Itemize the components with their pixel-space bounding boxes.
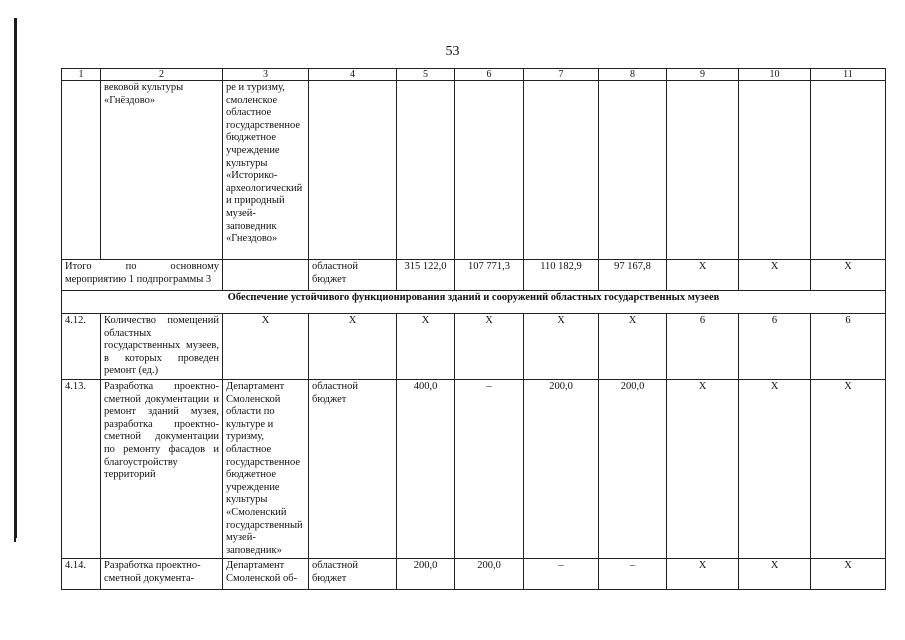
section-title: Обеспечение устойчивого функционирования зданий и сооружений областных государственных музеев [62,291,886,314]
funding-source-cell: областной бюджет [309,379,397,558]
value-cell: X [455,314,524,380]
empty-cell [599,81,667,260]
total-label: Итого по основному мероприятию 1 подпрограммы 3 [62,260,223,291]
empty-cell [309,81,397,260]
empty-cell [667,81,739,260]
executor-cell: ре и туризму, смоленское областное государственное бюджетное учреждение культуры «Историко-археологический и природный музей-заповедник «Гнездово» [223,81,309,260]
col-header: 6 [455,69,524,81]
col-header: 8 [599,69,667,81]
measure-name-cell: Количество помещений областных государственных музеев, в которых проведен ремонт (ед.) [101,314,223,380]
page-number: 53 [445,44,460,59]
funding-source-cell: областной бюджет [309,559,397,590]
col-header: 9 [667,69,739,81]
value-cell: – [599,559,667,590]
col-header: 1 [62,69,101,81]
value-cell: 200,0 [455,559,524,590]
value-cell: 6 [667,314,739,380]
value-cell: X [223,314,309,380]
scan-edge-bar [14,18,17,538]
table-row [62,314,886,380]
col-header: 10 [739,69,811,81]
empty-cell [455,81,524,260]
value-cell: X [811,559,886,590]
total-row [62,260,886,291]
value-cell: X [739,260,811,291]
empty-cell [397,81,455,260]
col-header: 11 [811,69,886,81]
col-header: 3 [223,69,309,81]
empty-cell [811,81,886,260]
value-cell: X [667,260,739,291]
value-cell: 6 [811,314,886,380]
value-cell: 97 167,8 [599,260,667,291]
row-number-cell [62,81,101,260]
col-header: 7 [524,69,599,81]
value-cell: – [455,379,524,558]
value-cell: X [811,379,886,558]
value-cell: 315 122,0 [397,260,455,291]
value-cell: X [599,314,667,380]
value-cell: 200,0 [397,559,455,590]
executor-cell [223,260,309,291]
value-cell: – [524,559,599,590]
executor-cell: Департамент Смоленской области по культуре и туризму, областное государственное бюджетное учреждение культуры «Смоленский государственный музей-заповедник» [223,379,309,558]
program-table [61,68,886,590]
table-row [62,559,886,590]
scan-edge-mark [14,536,16,542]
col-header: 4 [309,69,397,81]
value-cell: X [667,379,739,558]
col-header: 2 [101,69,223,81]
value-cell: 110 182,9 [524,260,599,291]
empty-cell [739,81,811,260]
value-cell: 6 [739,314,811,380]
measure-name-cell: Разработка проектно-сметной документа- [101,559,223,590]
value-cell: X [811,260,886,291]
executor-cell: Департамент Смоленской об- [223,559,309,590]
value-cell: X [739,559,811,590]
empty-cell [524,81,599,260]
value-cell: 400,0 [397,379,455,558]
measure-name-cell: вековой культуры «Гнёздово» [101,81,223,260]
measure-name-cell: Разработка проектно-сметной документации и ремонт зданий музея, разработка проектно-сметной документации по ремонту фасадов и благоустройству территорий [101,379,223,558]
value-cell: 200,0 [524,379,599,558]
row-number-cell: 4.14. [62,559,101,590]
value-cell: 200,0 [599,379,667,558]
value-cell: X [397,314,455,380]
value-cell: X [309,314,397,380]
table-row [62,81,886,260]
column-number-row [62,69,886,81]
col-header: 5 [397,69,455,81]
value-cell: X [667,559,739,590]
table-row [62,379,886,558]
value-cell: X [739,379,811,558]
funding-source-cell: областной бюджет [309,260,397,291]
row-number-cell: 4.13. [62,379,101,558]
value-cell: X [524,314,599,380]
section-row [62,291,886,314]
row-number-cell: 4.12. [62,314,101,380]
value-cell: 107 771,3 [455,260,524,291]
